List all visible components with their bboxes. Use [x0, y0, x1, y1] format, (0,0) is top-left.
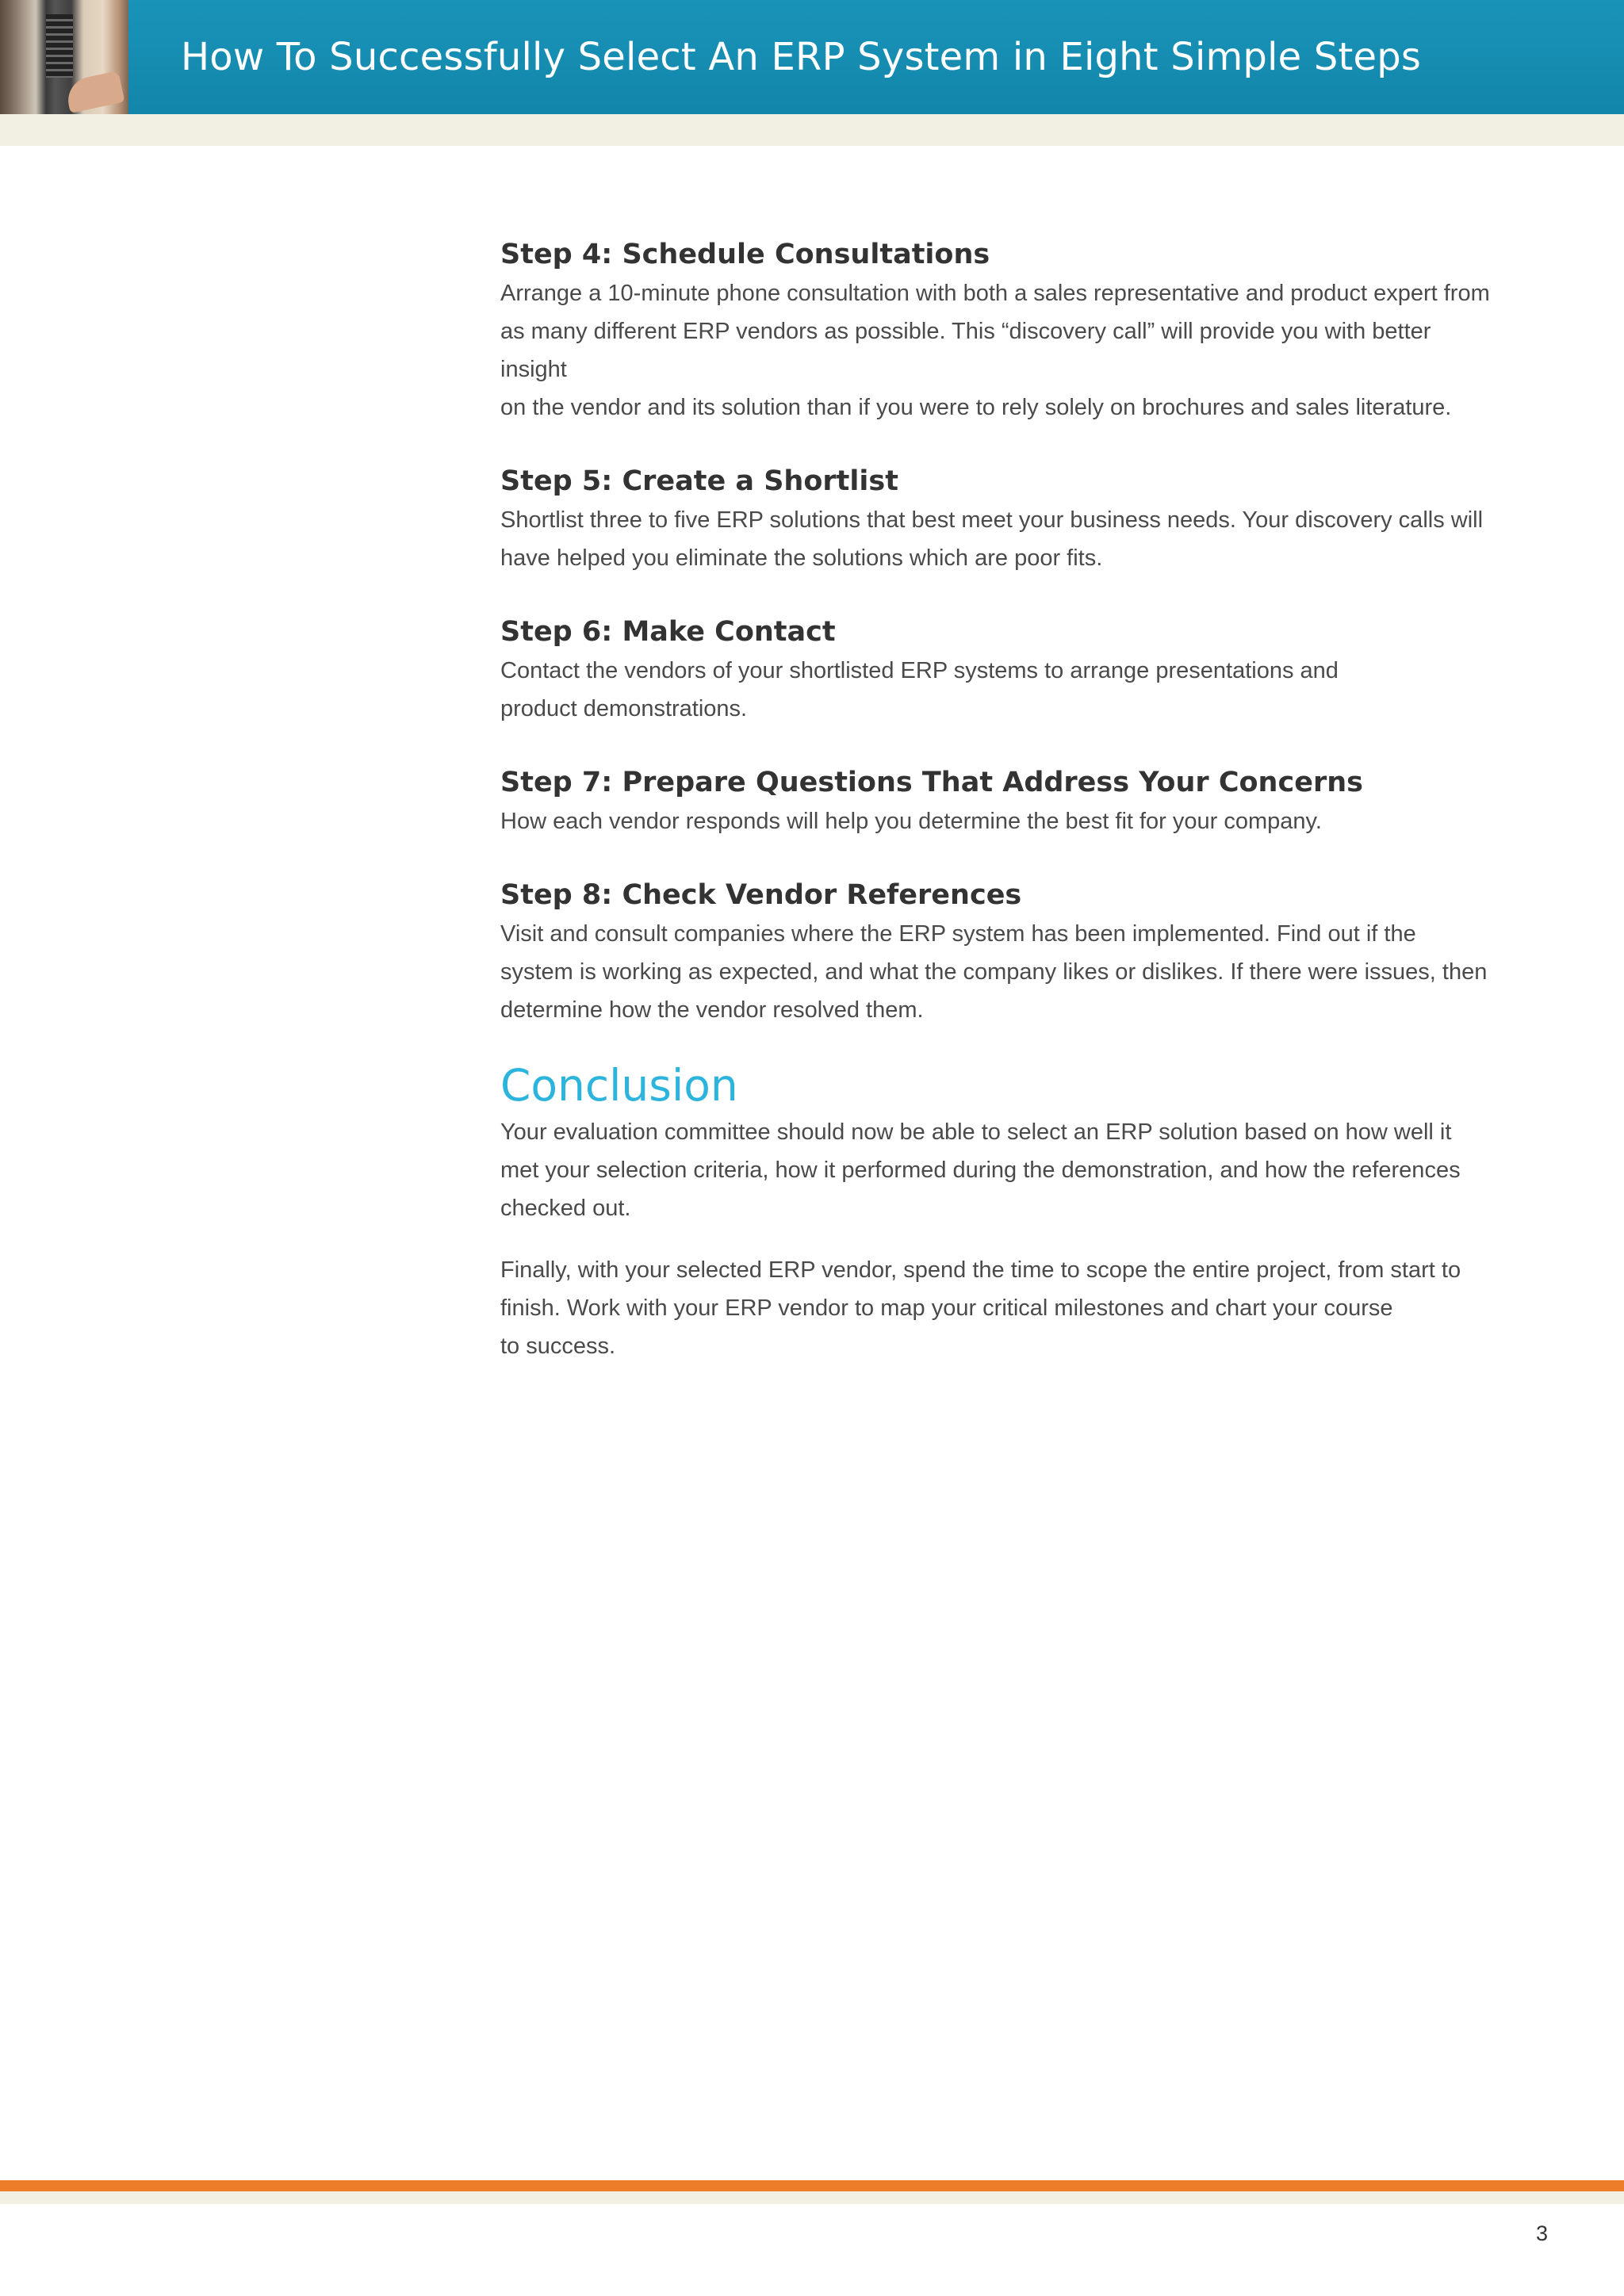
page-number: 3	[1535, 2221, 1548, 2245]
keyboard-graphic	[46, 14, 73, 78]
body-line: finish. Work with your ERP vendor to map your critical milestones and chart your course	[500, 1295, 1393, 1321]
conclusion-paragraph	[500, 1113, 1500, 1227]
body-line: Shortlist three to five ERP solutions that best meet your business needs. Your discovery calls will	[500, 507, 1484, 533]
step-body	[500, 652, 1500, 728]
body-line: as many different ERP vendors as possible. This “discovery call” will provide you with better insight	[500, 319, 1431, 382]
step-heading: Step 7: Prepare Questions That Address Your Concerns	[500, 767, 1363, 798]
body-line: to success.	[500, 1334, 616, 1359]
body-line: Your evaluation committee should now be able to select an ERP solution based on how well it	[500, 1119, 1452, 1145]
step-4-section	[500, 235, 1500, 427]
header-bar	[0, 0, 1624, 114]
body-line: Finally, with your selected ERP vendor, spend the time to scope the entire project, from start to	[500, 1257, 1461, 1283]
body-line: Arrange a 10-minute phone consultation with both a sales representative and product expert from	[500, 281, 1490, 306]
step-body	[500, 915, 1500, 1029]
step-7-section	[500, 763, 1500, 840]
step-6-section	[500, 612, 1500, 728]
footer-accent-bar	[0, 2180, 1624, 2191]
document-title: How To Successfully Select An ERP System in Eight Simple Steps	[181, 35, 1422, 79]
body-line: checked out.	[500, 1196, 631, 1221]
step-body	[500, 274, 1500, 427]
footer-strip	[0, 2191, 1624, 2204]
laptop-photo-image	[0, 0, 128, 114]
step-heading: Step 6: Make Contact	[500, 616, 836, 648]
step-heading: Step 8: Check Vendor References	[500, 879, 1022, 911]
header-accent-strip	[0, 114, 1624, 146]
step-body	[500, 802, 1500, 840]
body-line: Visit and consult companies where the ERP system has been implemented. Find out if the	[500, 921, 1416, 947]
step-heading: Step 5: Create a Shortlist	[500, 465, 898, 497]
step-8-section	[500, 875, 1500, 1029]
step-5-section	[500, 461, 1500, 577]
body-line: product demonstrations.	[500, 696, 748, 721]
conclusion-heading: Conclusion	[500, 1060, 738, 1111]
body-line: met your selection criteria, how it performed during the demonstration, and how the references	[500, 1158, 1461, 1183]
body-line: on the vendor and its solution than if you were to rely solely on brochures and sales literature.	[500, 395, 1452, 420]
conclusion-paragraph	[500, 1251, 1500, 1365]
body-line: How each vendor responds will help you determine the best fit for your company.	[500, 809, 1322, 834]
step-heading: Step 4: Schedule Consultations	[500, 239, 990, 270]
body-line: Contact the vendors of your shortlisted ERP systems to arrange presentations and	[500, 658, 1339, 683]
step-body	[500, 501, 1500, 577]
conclusion-section	[500, 1058, 1500, 1365]
body-line: have helped you eliminate the solutions which are poor fits.	[500, 545, 1103, 571]
body-line: system is working as expected, and what the company likes or dislikes. If there were issues, then	[500, 959, 1488, 985]
hand-graphic	[64, 71, 125, 113]
body-line: determine how the vendor resolved them.	[500, 997, 924, 1023]
main-content	[500, 235, 1500, 1389]
